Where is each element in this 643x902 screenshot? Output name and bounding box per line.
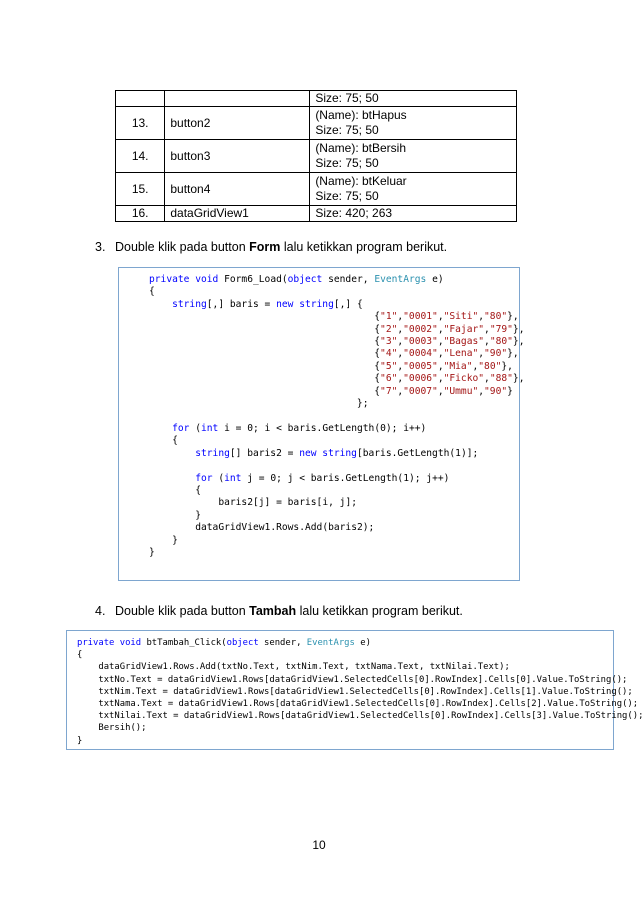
code-string: "2" bbox=[380, 323, 398, 335]
code-string: "80" bbox=[489, 336, 513, 348]
cell-property: Size: 75; 50 bbox=[310, 91, 517, 107]
cell-property bbox=[310, 140, 517, 173]
code-keyword: string bbox=[195, 447, 230, 459]
step-number: 4. bbox=[95, 604, 106, 618]
code-line: {"4","0004","Lena","90"}, bbox=[149, 348, 519, 360]
code-keyword: void bbox=[119, 638, 142, 648]
code-string: "Ficko" bbox=[443, 373, 485, 385]
code-keyword: object bbox=[226, 638, 259, 648]
code-keyword: private bbox=[149, 274, 190, 285]
property-size: Size: 75; 50 bbox=[315, 189, 379, 203]
code-string: "80" bbox=[484, 311, 508, 323]
code-string: "90" bbox=[484, 385, 508, 397]
code-line: {"3","0003","Bagas","80"}, bbox=[149, 336, 525, 348]
code-keyword: int bbox=[201, 422, 219, 434]
code-keyword: int bbox=[224, 472, 242, 484]
code-keyword: for bbox=[172, 422, 190, 434]
cell-property bbox=[310, 173, 517, 206]
code-keyword: private bbox=[77, 638, 115, 648]
cell-control: button4 bbox=[165, 173, 310, 206]
step-text-prefix: Double klik pada button bbox=[115, 604, 250, 618]
code-line: { bbox=[77, 650, 83, 661]
property-size: Size: 75; 50 bbox=[315, 156, 379, 170]
code-line: }; bbox=[149, 398, 369, 410]
code-line: {"7","0007","Ummu","90"} bbox=[149, 385, 513, 397]
code-string: "Mia" bbox=[443, 360, 473, 372]
cell-control: dataGridView1 bbox=[165, 206, 310, 222]
code-keyword: string bbox=[299, 298, 334, 310]
cell-control: button3 bbox=[165, 140, 310, 173]
code-string: "80" bbox=[478, 360, 502, 372]
page-number: 10 bbox=[312, 838, 326, 852]
code-line: {"2","0002","Fajar","79"}, bbox=[149, 323, 525, 335]
property-name: (Name): btKeluar bbox=[315, 174, 407, 188]
table-row bbox=[116, 107, 517, 140]
property-size: Size: 75; 50 bbox=[315, 123, 379, 137]
cell-control: button2 bbox=[165, 107, 310, 140]
code-line: } bbox=[149, 546, 155, 558]
code-box-tambah-click bbox=[66, 630, 643, 750]
property-name: (Name): btBersih bbox=[315, 141, 407, 155]
code-line: {"1","0001","Siti","80"}, bbox=[149, 311, 519, 323]
property-name: (Name): btHapus bbox=[315, 108, 407, 122]
code-line: string[,] baris = new string[,] { bbox=[172, 298, 363, 310]
cell-property bbox=[310, 107, 517, 140]
code-string: "Ummu" bbox=[443, 385, 479, 397]
step-3-instruction bbox=[95, 240, 447, 254]
cell-number bbox=[116, 91, 165, 107]
code-line: { bbox=[149, 484, 201, 496]
step-text-prefix: Double klik pada button bbox=[115, 240, 250, 254]
code-string: "88" bbox=[489, 373, 513, 385]
code-string: "Fajar" bbox=[443, 323, 485, 335]
code-line: private void btTambah_Click(object sender, EventArgs e) bbox=[77, 638, 371, 648]
code-string: "1" bbox=[380, 311, 398, 323]
table-row bbox=[116, 140, 517, 173]
code-line: dataGridView1.Rows.Add(txtNo.Text, txtNim.Text, txtNama.Text, txtNilai.Text); bbox=[98, 662, 510, 673]
step-bold-word: Form bbox=[249, 240, 281, 254]
code-line: {"6","0006","Ficko","88"}, bbox=[149, 373, 525, 385]
code-line: } bbox=[149, 509, 201, 521]
code-line: { bbox=[149, 286, 155, 298]
code-line: for (int i = 0; i < baris.GetLength(0); i++) bbox=[172, 422, 427, 434]
step-4-instruction bbox=[95, 604, 463, 618]
cell-number: 15. bbox=[116, 173, 165, 206]
table-row bbox=[116, 91, 517, 107]
code-box-form-load bbox=[118, 267, 525, 581]
code-string: "6" bbox=[380, 373, 398, 385]
code-keyword: string bbox=[172, 298, 207, 310]
step-text-suffix: lalu ketikkan program berikut. bbox=[296, 604, 463, 618]
code-listing bbox=[67, 631, 643, 747]
code-line: for (int j = 0; j < baris.GetLength(1); j++) bbox=[195, 472, 450, 484]
code-string: "Bagas" bbox=[443, 336, 485, 348]
code-keyword: string bbox=[322, 447, 357, 459]
code-string: "Siti" bbox=[443, 311, 479, 323]
code-string: "0001" bbox=[403, 311, 438, 323]
code-line: } bbox=[77, 735, 83, 746]
code-listing bbox=[119, 268, 525, 559]
code-string: "79" bbox=[489, 323, 513, 335]
code-line: {"5","0005","Mia","80"}, bbox=[149, 360, 513, 372]
step-text-suffix: lalu ketikkan program berikut. bbox=[280, 240, 448, 254]
code-keyword: object bbox=[287, 274, 323, 285]
cell-property: Size: 420; 263 bbox=[310, 206, 517, 222]
code-line: dataGridView1.Rows.Add(baris2); bbox=[195, 522, 375, 534]
code-string: "0007" bbox=[403, 385, 438, 397]
code-line: private void Form6_Load(object sender, EventArgs e) bbox=[149, 274, 444, 285]
code-string: "0005" bbox=[403, 360, 438, 372]
code-keyword: new bbox=[276, 298, 294, 310]
code-string: "3" bbox=[380, 336, 398, 348]
code-line: txtNilai.Text = dataGridView1.Rows[dataGridView1.SelectedCells[0].RowIndex].Cells[3].Value.ToString(); bbox=[98, 711, 643, 722]
code-type: EventArgs bbox=[374, 274, 427, 285]
code-string: "0004" bbox=[403, 348, 438, 360]
code-string: "7" bbox=[380, 385, 398, 397]
code-line: txtNama.Text = dataGridView1.Rows[dataGridView1.SelectedCells[0].RowIndex].Cells[2].Value.ToString(); bbox=[98, 699, 639, 710]
code-string: "Lena" bbox=[443, 348, 479, 360]
code-line: txtNim.Text = dataGridView1.Rows[dataGridView1.SelectedCells[0].RowIndex].Cells[1].Value.ToString(); bbox=[98, 686, 633, 697]
properties-table bbox=[115, 90, 517, 222]
code-keyword: void bbox=[195, 274, 219, 285]
code-keyword: new bbox=[299, 447, 317, 459]
cell-number: 16. bbox=[116, 206, 165, 222]
code-string: "0006" bbox=[403, 373, 438, 385]
code-line: baris2[j] = baris[i, j]; bbox=[218, 497, 357, 509]
code-keyword: for bbox=[195, 472, 213, 484]
code-string: "5" bbox=[380, 360, 398, 372]
code-string: "0002" bbox=[403, 323, 438, 335]
code-line: Bersih(); bbox=[98, 723, 147, 734]
step-number: 3. bbox=[95, 240, 106, 254]
code-string: "90" bbox=[484, 348, 508, 360]
cell-number: 14. bbox=[116, 140, 165, 173]
code-line: string[] baris2 = new string[baris.GetLength(1)]; bbox=[195, 447, 479, 459]
code-line: } bbox=[149, 534, 178, 546]
cell-number: 13. bbox=[116, 107, 165, 140]
code-type: EventArgs bbox=[306, 638, 355, 648]
cell-control bbox=[165, 91, 310, 107]
table-row bbox=[116, 206, 517, 222]
step-bold-word: Tambah bbox=[249, 604, 297, 618]
code-string: "4" bbox=[380, 348, 398, 360]
code-line: txtNo.Text = dataGridView1.Rows[dataGridView1.SelectedCells[0].RowIndex].Cells[0].Value.ToString(); bbox=[98, 674, 628, 685]
code-line: { bbox=[149, 435, 178, 447]
table-row bbox=[116, 173, 517, 206]
code-string: "0003" bbox=[403, 336, 438, 348]
